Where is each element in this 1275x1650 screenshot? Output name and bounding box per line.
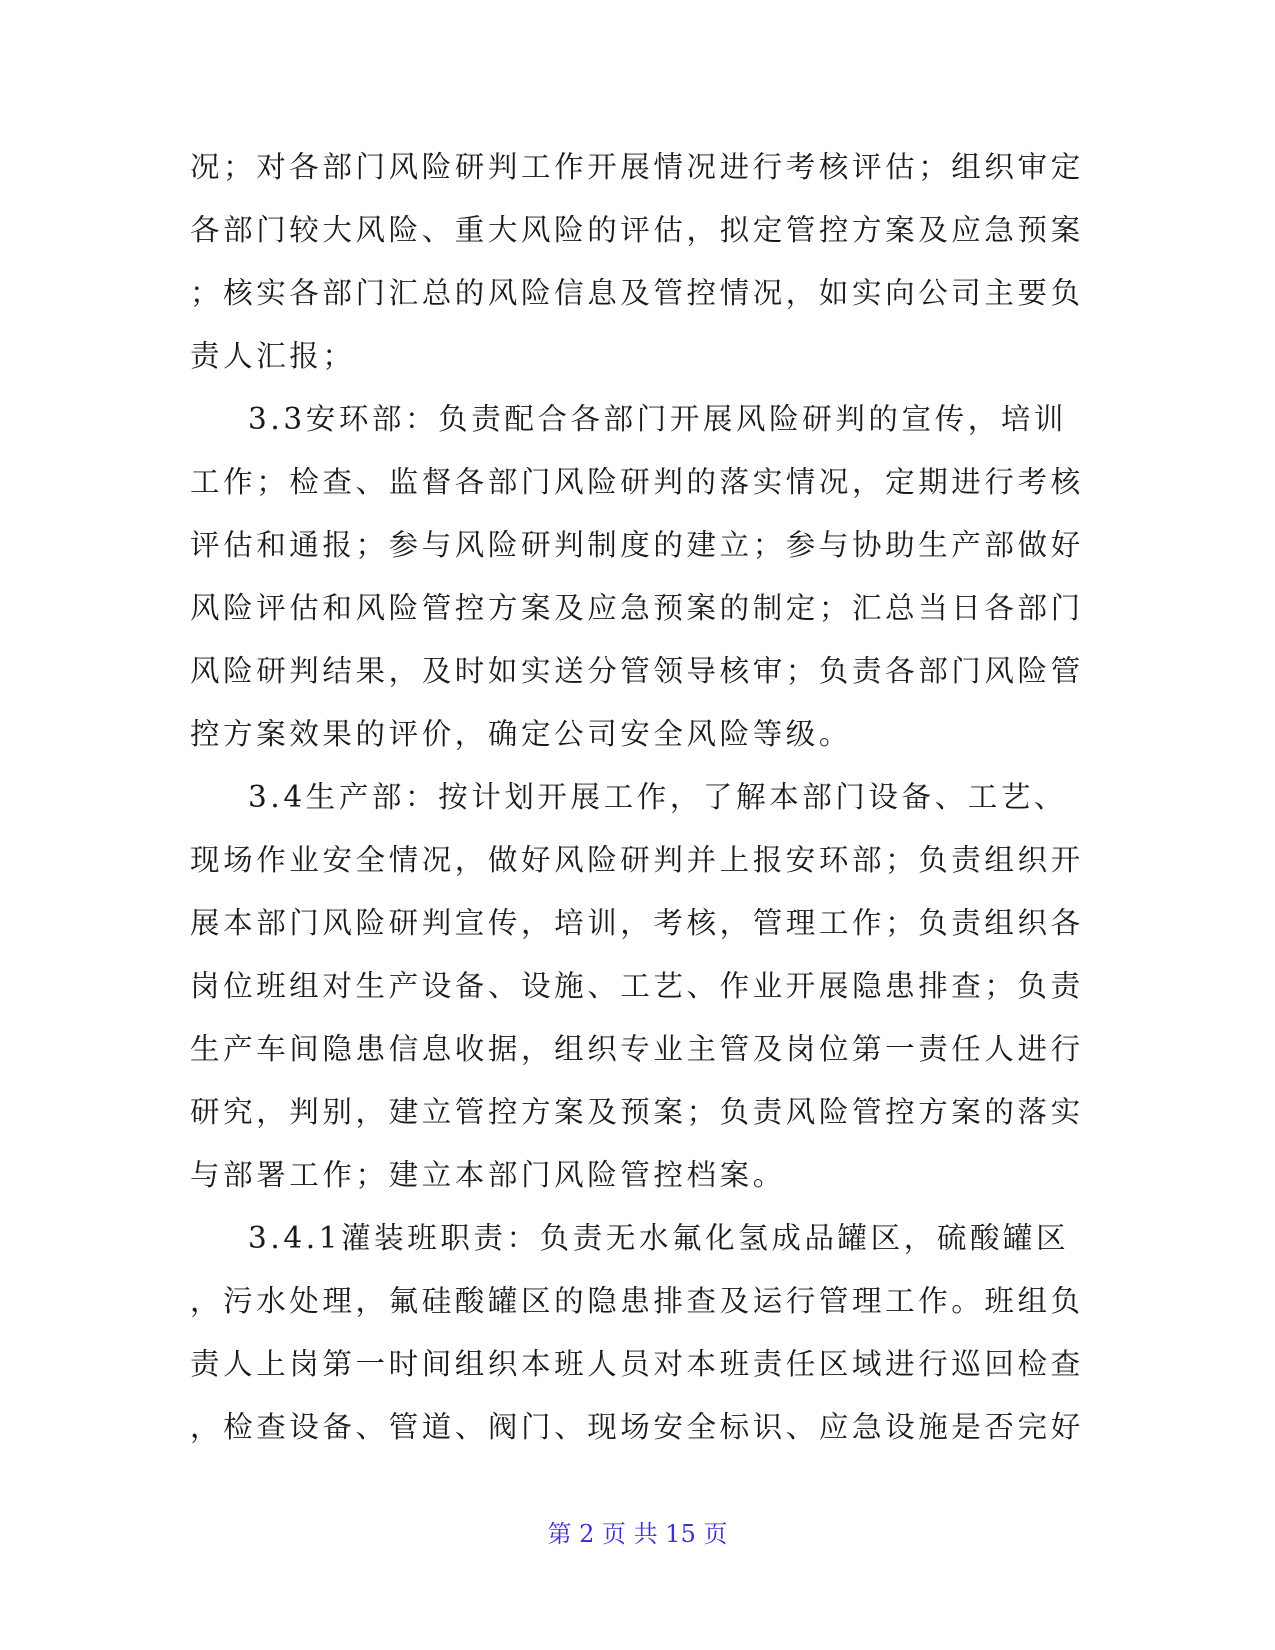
text-line: ；核实各部门汇总的风险信息及管控情况，如实向公司主要负 xyxy=(190,276,1084,310)
text-line: 各部门较大风险、重大风险的评估，拟定管控方案及应急预案 xyxy=(190,213,1084,247)
text-line: 现场作业安全情况，做好风险研判并上报安环部；负责组织开 xyxy=(190,843,1084,877)
section-3-3-heading-line: 3.3安环部：负责配合各部门开展风险研判的宣传，培训 xyxy=(248,402,1068,436)
text-line: ，检查设备、管道、阀门、现场安全标识、应急设施是否完好 xyxy=(190,1410,1084,1444)
text-line: 研究，判别，建立管控方案及预案；负责风险管控方案的落实 xyxy=(190,1095,1084,1129)
text-line: 风险研判结果，及时如实送分管领导核审；负责各部门风险管 xyxy=(190,654,1084,688)
section-3-4-heading-line: 3.4生产部：按计划开展工作，了解本部门设备、工艺、 xyxy=(248,780,1068,814)
text-line: 展本部门风险研判宣传，培训，考核，管理工作；负责组织各 xyxy=(190,906,1084,940)
text-line: 生产车间隐患信息收据，组织专业主管及岗位第一责任人进行 xyxy=(190,1032,1084,1066)
text-line: 责人上岗第一时间组织本班人员对本班责任区域进行巡回检查 xyxy=(190,1347,1084,1381)
document-body xyxy=(190,136,1084,1459)
page-number-footer: 第 2 页 共 15 页 xyxy=(547,1520,728,1548)
text-line: 评估和通报；参与风险研判制度的建立；参与协助生产部做好 xyxy=(190,528,1084,562)
text-line: 况；对各部门风险研判工作开展情况进行考核评估；组织审定 xyxy=(190,150,1084,184)
text-line: 控方案效果的评价，确定公司安全风险等级。 xyxy=(190,717,853,751)
text-line: 风险评估和风险管控方案及应急预案的制定；汇总当日各部门 xyxy=(190,591,1084,625)
text-line: 岗位班组对生产设备、设施、工艺、作业开展隐患排查；负责 xyxy=(190,969,1084,1003)
text-line: ，污水处理，氟硅酸罐区的隐患排查及运行管理工作。班组负 xyxy=(190,1284,1084,1318)
section-3-4-1-heading-line: 3.4.1灌装班职责：负责无水氟化氢成品罐区，硫酸罐区 xyxy=(248,1221,1070,1255)
text-line: 工作；检查、监督各部门风险研判的落实情况，定期进行考核 xyxy=(190,465,1084,499)
text-line: 与部署工作；建立本部门风险管控档案。 xyxy=(190,1158,786,1192)
text-line: 责人汇报； xyxy=(190,339,356,373)
